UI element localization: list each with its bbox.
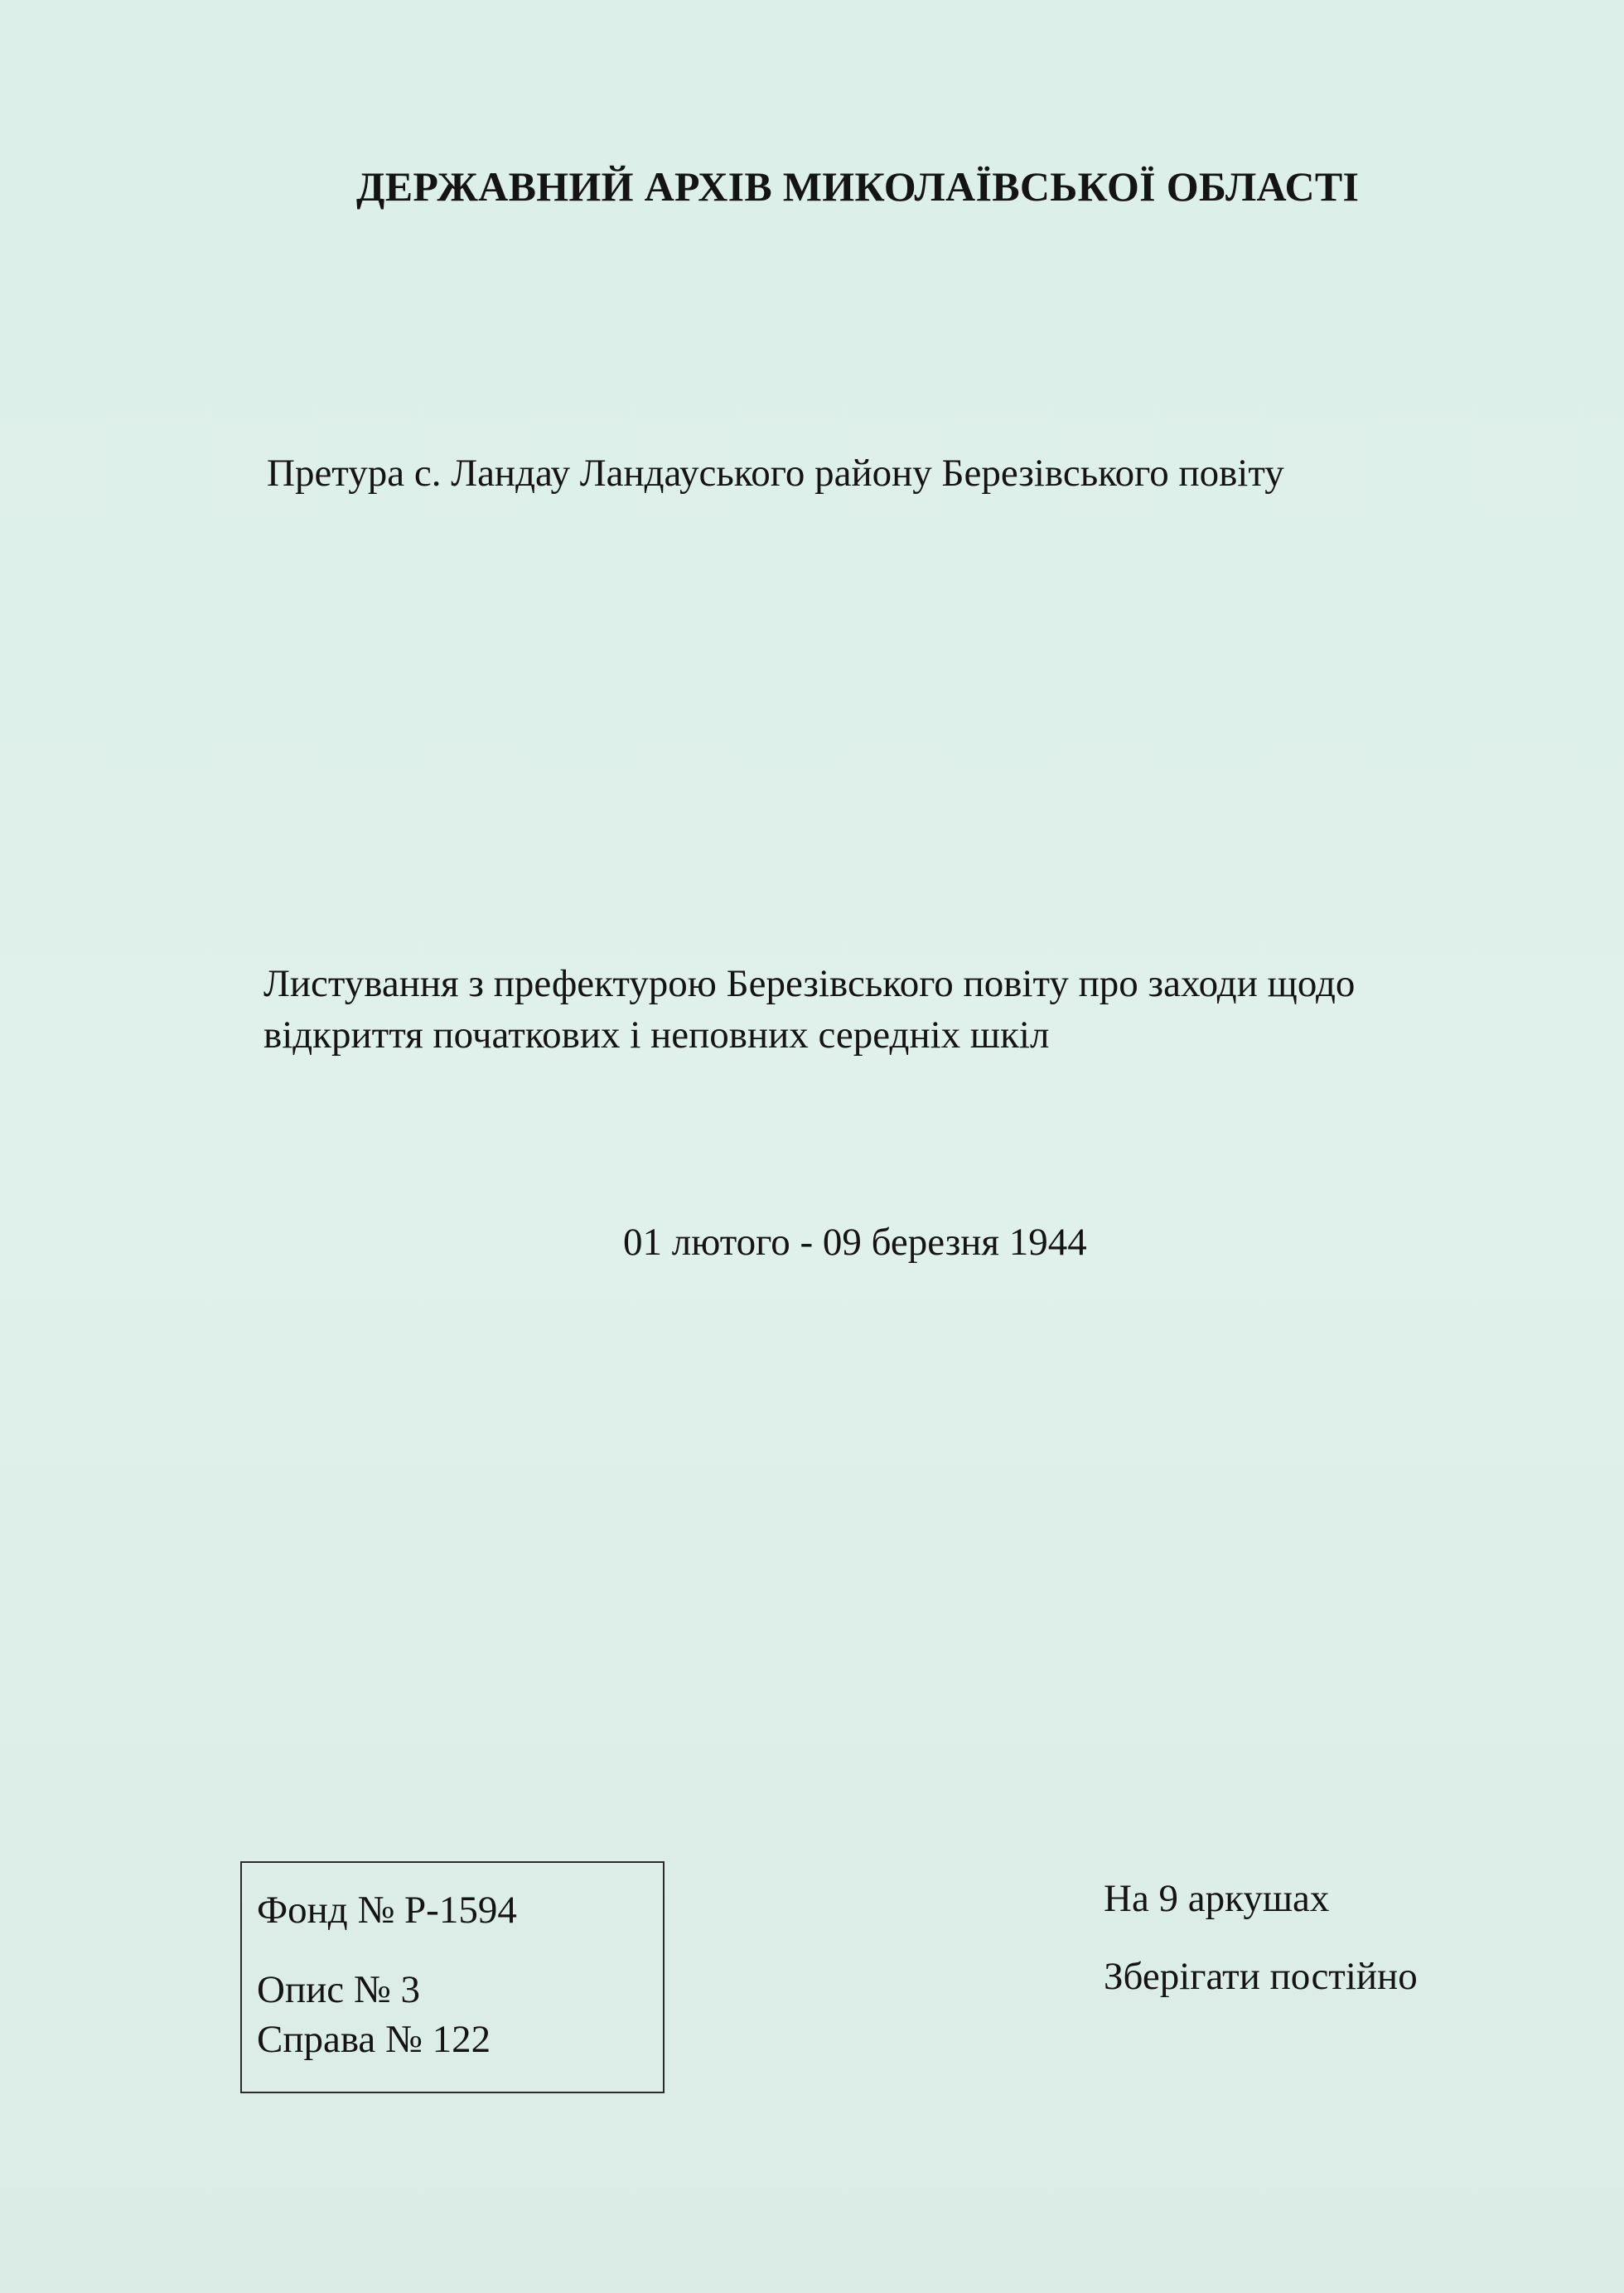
fund-name: Претура с. Ландау Ландауського району Березівського повіту — [267, 452, 1284, 495]
sprava-number: Справа № 122 — [257, 2018, 491, 2061]
case-title-line: відкриття початкових і неповних середніх шкіл — [263, 1013, 1050, 1057]
fond-number: Фонд № Р-1594 — [257, 1889, 517, 1932]
reference-box — [240, 1861, 665, 2093]
archive-title: ДЕРЖАВНИЙ АРХІВ МИКОЛАЇВСЬКОЇ ОБЛАСТІ — [356, 163, 1360, 210]
case-dates: 01 лютого - 09 березня 1944 — [623, 1221, 1087, 1264]
retention-note: Зберігати постійно — [1104, 1955, 1418, 1998]
case-title — [263, 958, 1556, 1061]
sheet-count: На 9 аркушах — [1104, 1877, 1330, 1920]
opys-number: Опис № 3 — [257, 1968, 420, 2011]
case-title-line: Листування з префектурою Березівського повіту про заходи щодо — [263, 962, 1356, 1005]
